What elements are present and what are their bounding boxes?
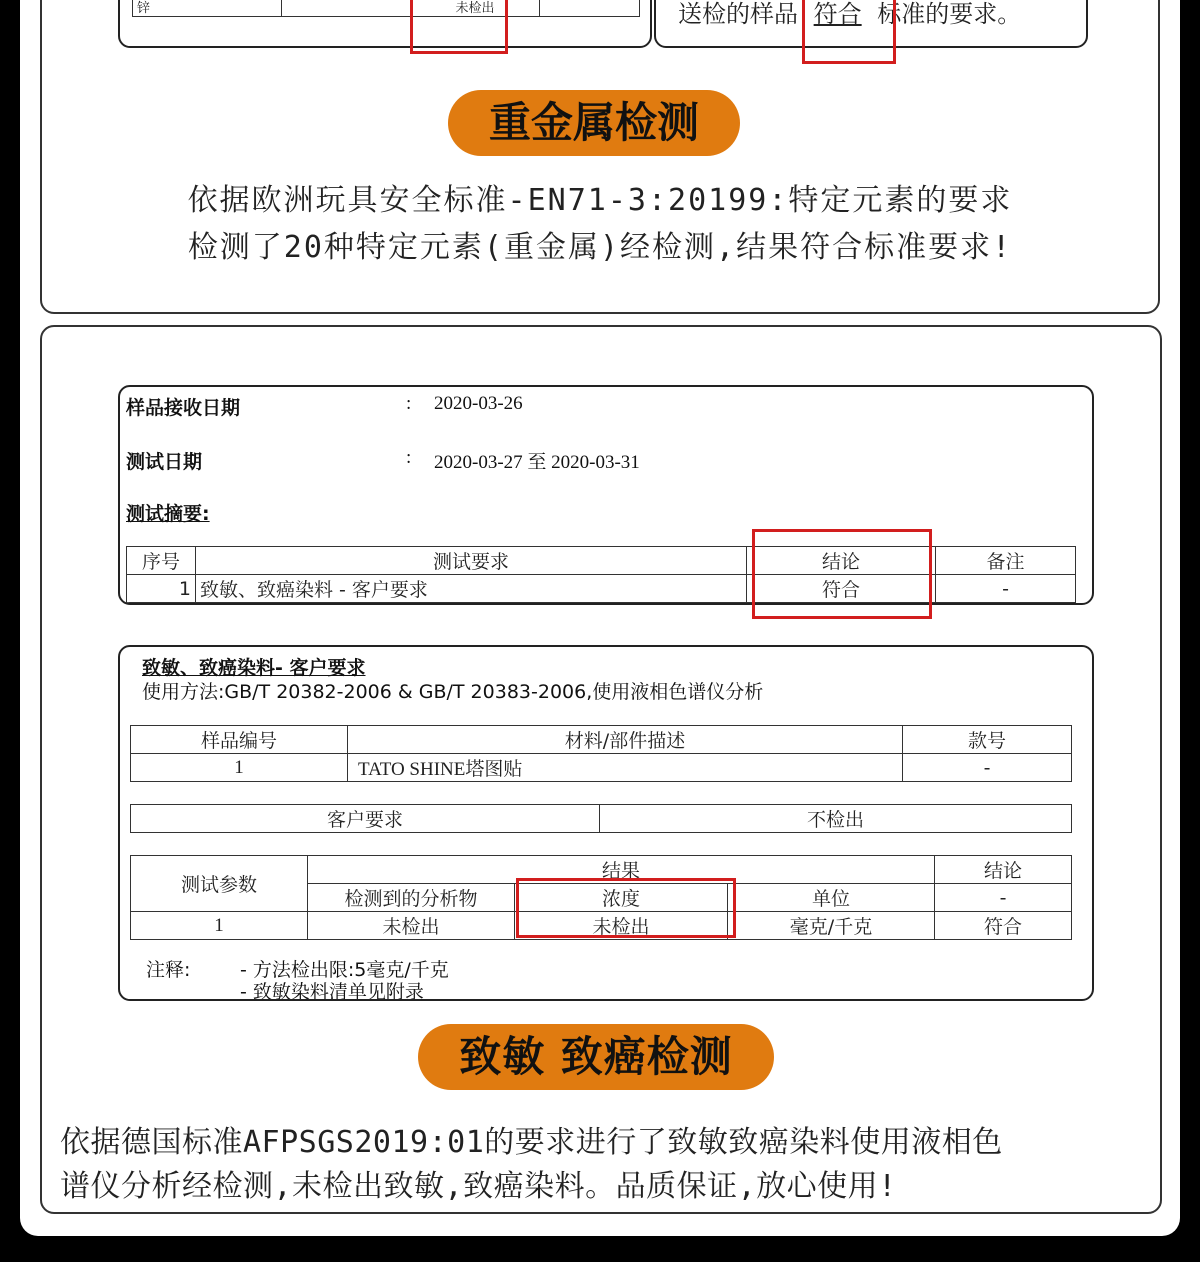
table-cell: 1 [131,754,348,782]
col-subheader: - [935,884,1072,912]
element-table [132,0,640,17]
table-cell: 1 [127,575,196,603]
receive-date-label: 样品接收日期 [126,397,241,419]
table-cell: 未检出 [308,912,515,940]
test-info-card [118,385,1094,605]
table-cell: 符合 [747,575,936,603]
receive-date-value: 2020-03-26 [434,393,523,414]
requirement-label: 客户要求 [131,805,600,833]
note-item: - 方法检出限:5毫克/千克 [240,959,449,981]
col-header: 款号 [903,726,1072,754]
col-header: 测试参数 [131,856,308,912]
heavy-metal-badge: 重金属检测 [448,90,740,156]
heavy-metal-desc-line2: 检测了20种特定元素(重金属)经检测,结果符合标准要求! [187,230,1013,265]
sample-table [130,725,1072,782]
col-subheader: 检测到的分析物 [308,884,515,912]
summary-table [126,546,1076,603]
note-label: 注释: [146,959,191,981]
heavy-metal-panel [40,0,1160,314]
heavy-metal-desc-line1: 依据欧洲玩具安全标准-EN71-3:20199:特定元素的要求 [187,183,1013,218]
table-cell: - [903,754,1072,782]
col-header: 材料/部件描述 [348,726,903,754]
dye-desc-line1: 依据德国标准AFPSGS2019:01的要求进行了致敏致癌染料使用液相色 [60,1125,1003,1160]
detail-title: 致敏、致癌染料- 客户要求 [142,657,366,679]
col-subheader: 浓度 [515,884,728,912]
test-date-label: 测试日期 [126,451,203,473]
detail-method: 使用方法:GB/T 20382-2006 & GB/T 20383-2006,使用液相色谱仪分析 [142,681,764,703]
table-cell: - [936,575,1076,603]
table-cell: 致敏、致癌染料 - 客户要求 [196,575,747,603]
requirement-table [130,804,1072,833]
highlight-concentration [516,878,736,938]
element-table-card [118,0,652,48]
col-header: 样品编号 [131,726,348,754]
col-header: 序号 [127,547,196,575]
col-header: 结果 [308,856,935,884]
test-date-value: 2020-03-27 至 2020-03-31 [434,452,640,473]
element-result: 未检出 [411,0,540,17]
dye-badge: 致敏 致癌检测 [418,1024,774,1090]
table-cell: 符合 [935,912,1072,940]
col-subheader: 单位 [728,884,935,912]
col-header: 测试要求 [196,547,747,575]
col-header: 结论 [747,547,936,575]
highlight-conclusion [802,0,896,64]
receive-date-colon: : [406,393,412,414]
dye-detail-card [118,645,1094,1001]
test-summary-label: 测试摘要: [126,503,210,525]
highlight-element-results [410,0,508,54]
conclusion-text: 送检的样品 符合 标准的要求。 [678,0,1022,28]
table-cell: 1 [131,912,308,940]
table-cell: 毫克/千克 [728,912,935,940]
conclusion-keyword: 符合 [813,0,862,28]
note-item: - 致敏染料清单见附录 [240,981,424,1001]
dye-desc-line2: 谱仪分析经检测,未检出致敏,致癌染料。品质保证,放心使用! [60,1169,897,1204]
requirement-value: 不检出 [600,805,1072,833]
col-header: 结论 [935,856,1072,884]
dye-panel [40,325,1162,1214]
col-header: 备注 [936,547,1076,575]
table-cell: 未检出 [515,912,728,940]
test-date-colon: : [406,447,412,468]
element-name: 锌 [133,0,282,17]
report-sheet [20,0,1180,1236]
highlight-summary-conclusion [752,529,932,619]
table-cell: TATO SHINE塔图贴 [348,754,903,782]
